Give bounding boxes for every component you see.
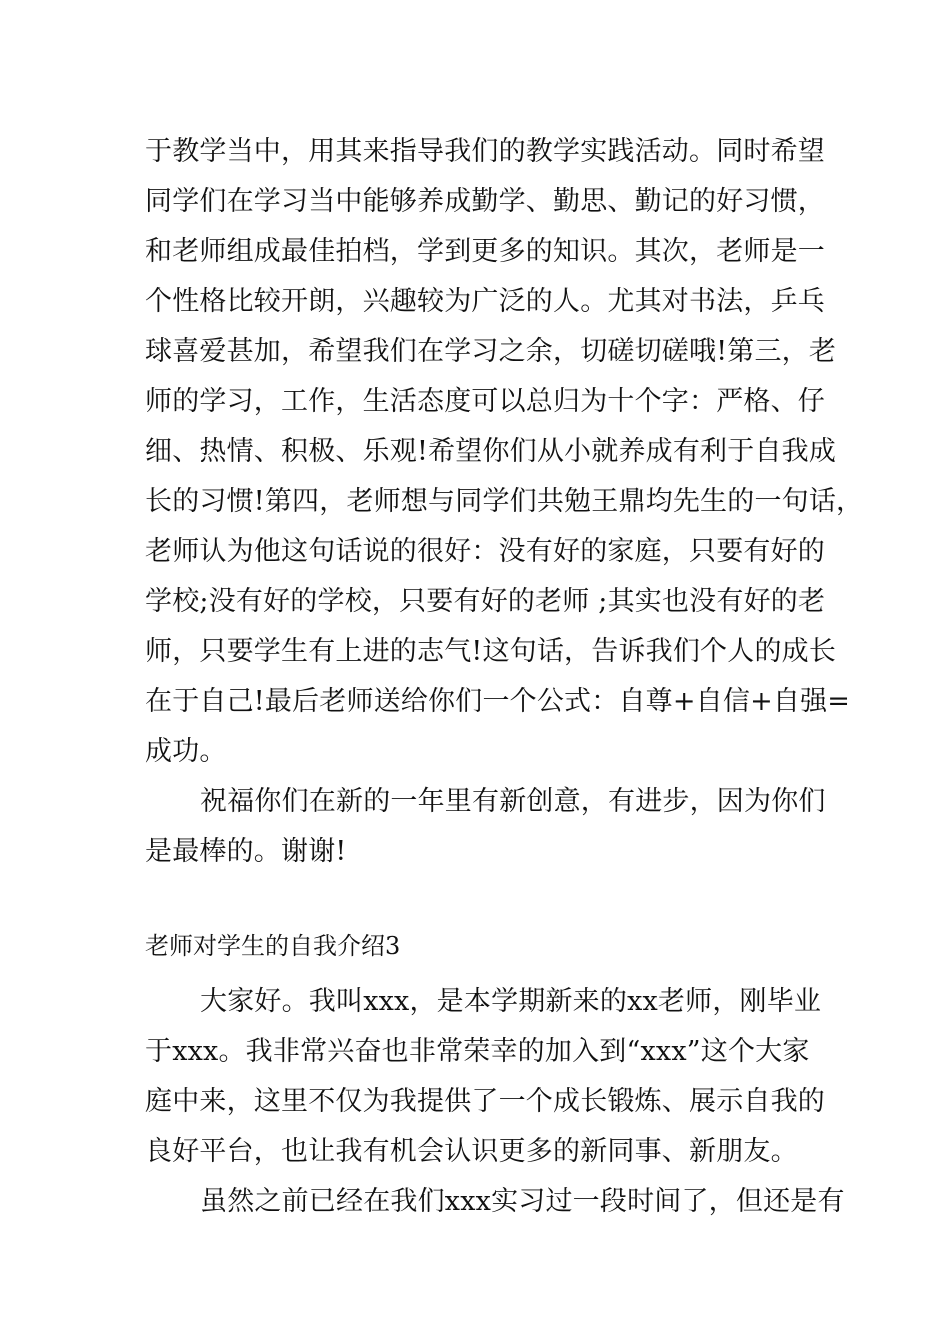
paragraph-line: 和老师组成最佳拍档，学到更多的知识。其次，老师是一 [145,236,825,267]
paragraph-line: 于教学当中，用其来指导我们的教学实践活动。同时希望 [145,136,825,167]
paragraph-line: 祝福你们在新的一年里有新创意，有进步，因为你们 [200,786,826,817]
paragraph-line: 师的学习，工作，生活态度可以总归为十个字：严格、仔 [145,386,825,417]
paragraph-line: 成功。 [145,736,227,767]
paragraph-line: 在于自己!最后老师送给你们一个公式：自尊+自信+自强= [145,686,851,717]
section-heading: 老师对学生的自我介绍3 [145,932,401,960]
paragraph-line: 师，只要学生有上进的志气!这句话，告诉我们个人的成长 [145,636,837,667]
paragraph-line: 庭中来，这里不仅为我提供了一个成长锻炼、展示自我的 [145,1086,825,1117]
paragraph-line: 是最棒的。谢谢! [145,836,347,867]
paragraph-line: 良好平台，也让我有机会认识更多的新同事、新朋友。 [145,1136,798,1167]
paragraph-line: 虽然之前已经在我们xxx实习过一段时间了，但还是有 [200,1186,845,1217]
paragraph-line: 学校;没有好的学校，只要有好的老师 ;其实也没有好的老 [145,586,826,617]
paragraph-line: 球喜爱甚加，希望我们在学习之余，切磋切磋哦!第三，老 [145,336,837,367]
paragraph-line: 细、热情、积极、乐观!希望你们从小就养成有利于自我成 [145,436,837,467]
paragraph-line: 长的习惯!第四，老师想与同学们共勉王鼎均先生的一句话， [145,486,864,517]
paragraph-line: 个性格比较开朗，兴趣较为广泛的人。尤其对书法，乒乓 [145,286,825,317]
paragraph-line: 同学们在学习当中能够养成勤学、勤思、勤记的好习惯， [145,186,825,217]
paragraph-line: 大家好。我叫xxx，是本学期新来的xx老师，刚毕业 [200,986,822,1017]
paragraph-line: 于xxx。我非常兴奋也非常荣幸的加入到“xxx”这个大家 [145,1036,810,1067]
paragraph-line: 老师认为他这句话说的很好：没有好的家庭，只要有好的 [145,536,825,567]
